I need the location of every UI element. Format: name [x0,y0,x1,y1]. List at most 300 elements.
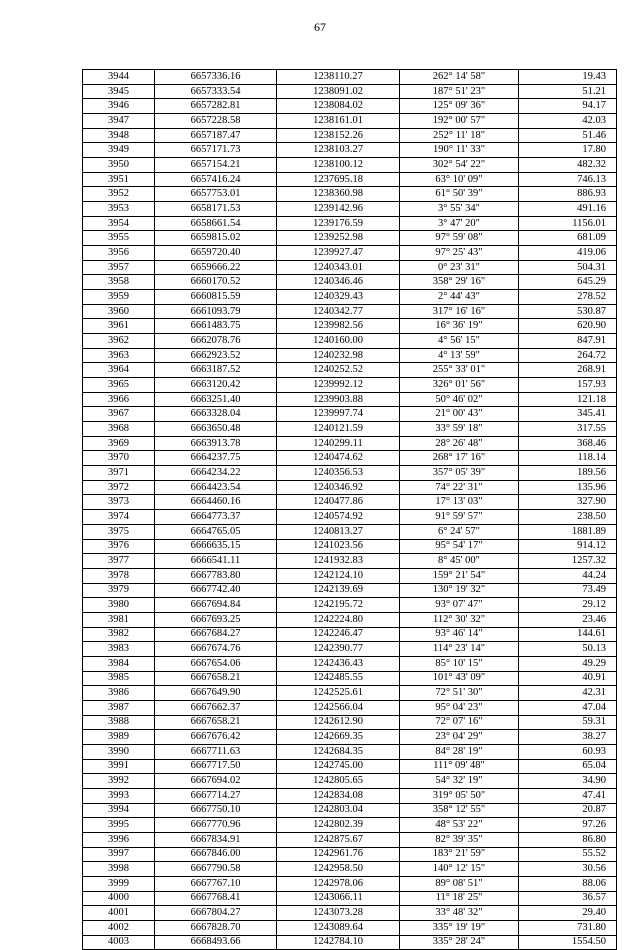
distance-cell: 44.24 [519,568,617,583]
distance-cell: 59.31 [519,715,617,730]
bearing-cell: 358° 12' 55" [400,803,519,818]
bearing-cell: 23° 04' 29" [400,730,519,745]
bearing-cell: 112° 30' 32" [400,612,519,627]
y-coordinate-cell: 1243073.28 [277,906,400,921]
point-number-cell: 3953 [83,202,155,217]
x-coordinate-cell: 6664765.05 [155,524,277,539]
y-coordinate-cell: 1240346.92 [277,480,400,495]
distance-cell: 86.80 [519,832,617,847]
point-number-cell: 3948 [83,128,155,143]
table-row [83,920,617,935]
table-row [83,99,617,114]
y-coordinate-cell: 1243066.11 [277,891,400,906]
distance-cell: 30.56 [519,862,617,877]
distance-cell: 746.13 [519,172,617,187]
bearing-cell: 95° 54' 17" [400,539,519,554]
x-coordinate-cell: 6667654.06 [155,656,277,671]
x-coordinate-cell: 6667750.10 [155,803,277,818]
y-coordinate-cell: 1240329.43 [277,290,400,305]
table-row [83,539,617,554]
point-number-cell: 3992 [83,774,155,789]
table-row [83,686,617,701]
table-row [83,583,617,598]
table-row [83,466,617,481]
distance-cell: 40.91 [519,671,617,686]
bearing-cell: 91° 59' 57" [400,510,519,525]
x-coordinate-cell: 6667694.02 [155,774,277,789]
table-row [83,187,617,202]
y-coordinate-cell: 1242875.67 [277,832,400,847]
table-row [83,759,617,774]
bearing-cell: 28° 26' 48" [400,436,519,451]
x-coordinate-cell: 6666635.15 [155,539,277,554]
table-row [83,568,617,583]
bearing-cell: 48° 53' 22" [400,818,519,833]
distance-cell: 645.29 [519,275,617,290]
distance-cell: 482.32 [519,158,617,173]
point-number-cell: 3960 [83,304,155,319]
distance-cell: 42.31 [519,686,617,701]
table-row [83,510,617,525]
distance-cell: 914.12 [519,539,617,554]
y-coordinate-cell: 1242805.65 [277,774,400,789]
y-coordinate-cell: 1239176.59 [277,216,400,231]
bearing-cell: 6° 24' 57" [400,524,519,539]
x-coordinate-cell: 6667714.27 [155,788,277,803]
x-coordinate-cell: 6662923.52 [155,348,277,363]
point-number-cell: 3961 [83,319,155,334]
point-number-cell: 3968 [83,422,155,437]
y-coordinate-cell: 1238360.98 [277,187,400,202]
bearing-cell: 8° 45' 00" [400,554,519,569]
bearing-cell: 33° 48' 32" [400,906,519,921]
y-coordinate-cell: 1243089.64 [277,920,400,935]
bearing-cell: 4° 13' 59" [400,348,519,363]
distance-cell: 55.52 [519,847,617,862]
distance-cell: 620.90 [519,319,617,334]
y-coordinate-cell: 1238110.27 [277,70,400,85]
table-row [83,656,617,671]
bearing-cell: 192° 00' 57" [400,114,519,129]
bearing-cell: 159° 21' 54" [400,568,519,583]
x-coordinate-cell: 6657416.24 [155,172,277,187]
y-coordinate-cell: 1242784.10 [277,935,400,950]
point-number-cell: 3970 [83,451,155,466]
bearing-cell: 326° 01' 56" [400,378,519,393]
x-coordinate-cell: 6667742.40 [155,583,277,598]
y-coordinate-cell: 1242669.35 [277,730,400,745]
point-number-cell: 3982 [83,627,155,642]
distance-cell: 34.90 [519,774,617,789]
point-number-cell: 3967 [83,407,155,422]
distance-cell: 681.09 [519,231,617,246]
bearing-cell: 82° 39' 35" [400,832,519,847]
y-coordinate-cell: 1242525.61 [277,686,400,701]
distance-cell: 278.52 [519,290,617,305]
x-coordinate-cell: 6659815.02 [155,231,277,246]
x-coordinate-cell: 6667834.91 [155,832,277,847]
x-coordinate-cell: 6657228.58 [155,114,277,129]
table-row [83,935,617,950]
x-coordinate-cell: 6664423.54 [155,480,277,495]
table-row [83,451,617,466]
point-number-cell: 3958 [83,275,155,290]
table-row [83,598,617,613]
table-row [83,891,617,906]
distance-cell: 1554.50 [519,935,617,950]
bearing-cell: 262° 14' 58" [400,70,519,85]
bearing-cell: 125° 09' 36" [400,99,519,114]
table-row [83,260,617,275]
table-row [83,715,617,730]
distance-cell: 504.31 [519,260,617,275]
x-coordinate-cell: 6663120.42 [155,378,277,393]
point-number-cell: 3979 [83,583,155,598]
bearing-cell: 319° 05' 50" [400,788,519,803]
x-coordinate-cell: 6667658.21 [155,671,277,686]
bearing-cell: 17° 13' 03" [400,495,519,510]
y-coordinate-cell: 1240299.11 [277,436,400,451]
y-coordinate-cell: 1242802.39 [277,818,400,833]
table-row [83,348,617,363]
y-coordinate-cell: 1242684.35 [277,744,400,759]
point-number-cell: 3949 [83,143,155,158]
distance-cell: 189.56 [519,466,617,481]
x-coordinate-cell: 6659720.40 [155,246,277,261]
y-coordinate-cell: 1238152.26 [277,128,400,143]
y-coordinate-cell: 1242246.47 [277,627,400,642]
distance-cell: 530.87 [519,304,617,319]
y-coordinate-cell: 1242390.77 [277,642,400,657]
distance-cell: 88.06 [519,876,617,891]
x-coordinate-cell: 6664773.37 [155,510,277,525]
x-coordinate-cell: 6657333.54 [155,84,277,99]
table-row [83,876,617,891]
point-number-cell: 3991 [83,759,155,774]
x-coordinate-cell: 6663328.04 [155,407,277,422]
x-coordinate-cell: 6664460.16 [155,495,277,510]
point-number-cell: 3989 [83,730,155,745]
y-coordinate-cell: 1238091.02 [277,84,400,99]
distance-cell: 42.03 [519,114,617,129]
point-number-cell: 3974 [83,510,155,525]
distance-cell: 1881.89 [519,524,617,539]
table-body [83,70,617,950]
table-row [83,231,617,246]
bearing-cell: 89° 08' 51" [400,876,519,891]
y-coordinate-cell: 1242195.72 [277,598,400,613]
distance-cell: 49.29 [519,656,617,671]
bearing-cell: 101° 43' 09" [400,671,519,686]
x-coordinate-cell: 6667783.80 [155,568,277,583]
point-number-cell: 3984 [83,656,155,671]
distance-cell: 157.93 [519,378,617,393]
distance-cell: 238.50 [519,510,617,525]
y-coordinate-cell: 1239252.98 [277,231,400,246]
point-number-cell: 3975 [83,524,155,539]
point-number-cell: 3964 [83,363,155,378]
y-coordinate-cell: 1242958.50 [277,862,400,877]
bearing-cell: 187° 51' 23" [400,84,519,99]
y-coordinate-cell: 1242961.76 [277,847,400,862]
table-row [83,158,617,173]
x-coordinate-cell: 6667804.27 [155,906,277,921]
point-number-cell: 3952 [83,187,155,202]
table-row [83,436,617,451]
distance-cell: 317.55 [519,422,617,437]
x-coordinate-cell: 6659666.22 [155,260,277,275]
x-coordinate-cell: 6662078.76 [155,334,277,349]
table-row [83,700,617,715]
point-number-cell: 4000 [83,891,155,906]
point-number-cell: 3947 [83,114,155,129]
x-coordinate-cell: 6667676.42 [155,730,277,745]
distance-cell: 29.40 [519,906,617,921]
y-coordinate-cell: 1242139.69 [277,583,400,598]
distance-cell: 345.41 [519,407,617,422]
x-coordinate-cell: 6657336.16 [155,70,277,85]
table-row [83,524,617,539]
bearing-cell: 335° 19' 19" [400,920,519,935]
point-number-cell: 4002 [83,920,155,935]
bearing-cell: 11° 18' 25" [400,891,519,906]
point-number-cell: 3995 [83,818,155,833]
point-number-cell: 3997 [83,847,155,862]
point-number-cell: 3990 [83,744,155,759]
y-coordinate-cell: 1238084.02 [277,99,400,114]
distance-cell: 36.57 [519,891,617,906]
y-coordinate-cell: 1240346.46 [277,275,400,290]
x-coordinate-cell: 6667790.58 [155,862,277,877]
point-number-cell: 3983 [83,642,155,657]
x-coordinate-cell: 6667662.37 [155,700,277,715]
y-coordinate-cell: 1239142.96 [277,202,400,217]
point-number-cell: 3944 [83,70,155,85]
bearing-cell: 114° 23' 14" [400,642,519,657]
y-coordinate-cell: 1240813.27 [277,524,400,539]
point-number-cell: 3981 [83,612,155,627]
point-number-cell: 3955 [83,231,155,246]
table-row [83,847,617,862]
bearing-cell: 302° 54' 22" [400,158,519,173]
x-coordinate-cell: 6661483.75 [155,319,277,334]
x-coordinate-cell: 6667674.76 [155,642,277,657]
bearing-cell: 97° 25' 43" [400,246,519,261]
bearing-cell: 252° 11' 18" [400,128,519,143]
x-coordinate-cell: 6663650.48 [155,422,277,437]
table-row [83,612,617,627]
table-row [83,422,617,437]
bearing-cell: 3° 55' 34" [400,202,519,217]
x-coordinate-cell: 6657753.01 [155,187,277,202]
y-coordinate-cell: 1237695.18 [277,172,400,187]
table-row [83,319,617,334]
table-row [83,378,617,393]
x-coordinate-cell: 6660815.59 [155,290,277,305]
point-number-cell: 4001 [83,906,155,921]
point-number-cell: 3978 [83,568,155,583]
y-coordinate-cell: 1240160.00 [277,334,400,349]
x-coordinate-cell: 6663251.40 [155,392,277,407]
x-coordinate-cell: 6658661.54 [155,216,277,231]
distance-cell: 368.46 [519,436,617,451]
distance-cell: 491.16 [519,202,617,217]
point-number-cell: 3999 [83,876,155,891]
point-number-cell: 3959 [83,290,155,305]
y-coordinate-cell: 1242124.10 [277,568,400,583]
distance-cell: 121.18 [519,392,617,407]
bearing-cell: 50° 46' 02" [400,392,519,407]
y-coordinate-cell: 1242566.04 [277,700,400,715]
y-coordinate-cell: 1239903.88 [277,392,400,407]
point-number-cell: 3966 [83,392,155,407]
bearing-cell: 33° 59' 18" [400,422,519,437]
bearing-cell: 4° 56' 15" [400,334,519,349]
table-row [83,818,617,833]
y-coordinate-cell: 1238161.01 [277,114,400,129]
distance-cell: 51.46 [519,128,617,143]
point-number-cell: 3993 [83,788,155,803]
distance-cell: 327.90 [519,495,617,510]
table-row [83,832,617,847]
table-row [83,554,617,569]
bearing-cell: 21° 00' 43" [400,407,519,422]
table-row [83,862,617,877]
x-coordinate-cell: 6657171.73 [155,143,277,158]
bearing-cell: 54° 32' 19" [400,774,519,789]
table-row [83,906,617,921]
y-coordinate-cell: 1242803.04 [277,803,400,818]
bearing-cell: 63° 10' 09" [400,172,519,187]
x-coordinate-cell: 6663187.52 [155,363,277,378]
distance-cell: 1257.32 [519,554,617,569]
table-row [83,788,617,803]
point-number-cell: 3950 [83,158,155,173]
y-coordinate-cell: 1240121.59 [277,422,400,437]
distance-cell: 47.04 [519,700,617,715]
bearing-cell: 183° 21' 59" [400,847,519,862]
distance-cell: 731.80 [519,920,617,935]
x-coordinate-cell: 6667846.00 [155,847,277,862]
table-row [83,744,617,759]
table-row [83,304,617,319]
table-row [83,275,617,290]
table-row [83,290,617,305]
distance-cell: 23.46 [519,612,617,627]
table-row [83,480,617,495]
distance-cell: 1156.01 [519,216,617,231]
y-coordinate-cell: 1242485.55 [277,671,400,686]
table-row [83,114,617,129]
y-coordinate-cell: 1238100.12 [277,158,400,173]
table-row [83,84,617,99]
x-coordinate-cell: 6667693.25 [155,612,277,627]
bearing-cell: 3° 47' 20" [400,216,519,231]
distance-cell: 118.14 [519,451,617,466]
table-row [83,70,617,85]
table-row [83,172,617,187]
distance-cell: 97.26 [519,818,617,833]
y-coordinate-cell: 1240574.92 [277,510,400,525]
x-coordinate-cell: 6667770.96 [155,818,277,833]
point-number-cell: 3998 [83,862,155,877]
distance-cell: 17.80 [519,143,617,158]
bearing-cell: 190° 11' 33" [400,143,519,158]
y-coordinate-cell: 1242224.80 [277,612,400,627]
x-coordinate-cell: 6667717.50 [155,759,277,774]
point-number-cell: 3969 [83,436,155,451]
point-number-cell: 3946 [83,99,155,114]
bearing-cell: 111° 09' 48" [400,759,519,774]
x-coordinate-cell: 6663913.78 [155,436,277,451]
coordinate-table [82,69,617,950]
bearing-cell: 95° 04' 23" [400,700,519,715]
x-coordinate-cell: 6664237.75 [155,451,277,466]
point-number-cell: 4003 [83,935,155,950]
distance-cell: 60.93 [519,744,617,759]
bearing-cell: 0° 23' 31" [400,260,519,275]
x-coordinate-cell: 6667767.10 [155,876,277,891]
table-row [83,246,617,261]
distance-cell: 20.87 [519,803,617,818]
distance-cell: 38.27 [519,730,617,745]
y-coordinate-cell: 1242436.43 [277,656,400,671]
bearing-cell: 335° 28' 24" [400,935,519,950]
bearing-cell: 317° 16' 16" [400,304,519,319]
x-coordinate-cell: 6666541.11 [155,554,277,569]
table-row [83,216,617,231]
distance-cell: 47.41 [519,788,617,803]
table-row [83,495,617,510]
x-coordinate-cell: 6657154.21 [155,158,277,173]
x-coordinate-cell: 6657282.81 [155,99,277,114]
table-row [83,143,617,158]
y-coordinate-cell: 1240342.77 [277,304,400,319]
point-number-cell: 3951 [83,172,155,187]
bearing-cell: 140° 12' 15" [400,862,519,877]
y-coordinate-cell: 1242834.08 [277,788,400,803]
x-coordinate-cell: 6658171.53 [155,202,277,217]
y-coordinate-cell: 1240474.62 [277,451,400,466]
bearing-cell: 61° 50' 39" [400,187,519,202]
x-coordinate-cell: 6667828.70 [155,920,277,935]
x-coordinate-cell: 6668493.66 [155,935,277,950]
y-coordinate-cell: 1242978.06 [277,876,400,891]
table-row [83,627,617,642]
bearing-cell: 84° 28' 19" [400,744,519,759]
y-coordinate-cell: 1240232.98 [277,348,400,363]
table-row [83,202,617,217]
bearing-cell: 130° 19' 32" [400,583,519,598]
point-number-cell: 3977 [83,554,155,569]
x-coordinate-cell: 6667694.84 [155,598,277,613]
y-coordinate-cell: 1239997.74 [277,407,400,422]
page-number: 67 [314,20,326,34]
bearing-cell: 268° 17' 16" [400,451,519,466]
distance-cell: 886.93 [519,187,617,202]
y-coordinate-cell: 1239992.12 [277,378,400,393]
table-row [83,128,617,143]
point-number-cell: 3956 [83,246,155,261]
y-coordinate-cell: 1239982.56 [277,319,400,334]
x-coordinate-cell: 6667684.27 [155,627,277,642]
x-coordinate-cell: 6661093.79 [155,304,277,319]
point-number-cell: 3988 [83,715,155,730]
table-row [83,803,617,818]
point-number-cell: 3957 [83,260,155,275]
bearing-cell: 2° 44' 43" [400,290,519,305]
distance-cell: 144.61 [519,627,617,642]
